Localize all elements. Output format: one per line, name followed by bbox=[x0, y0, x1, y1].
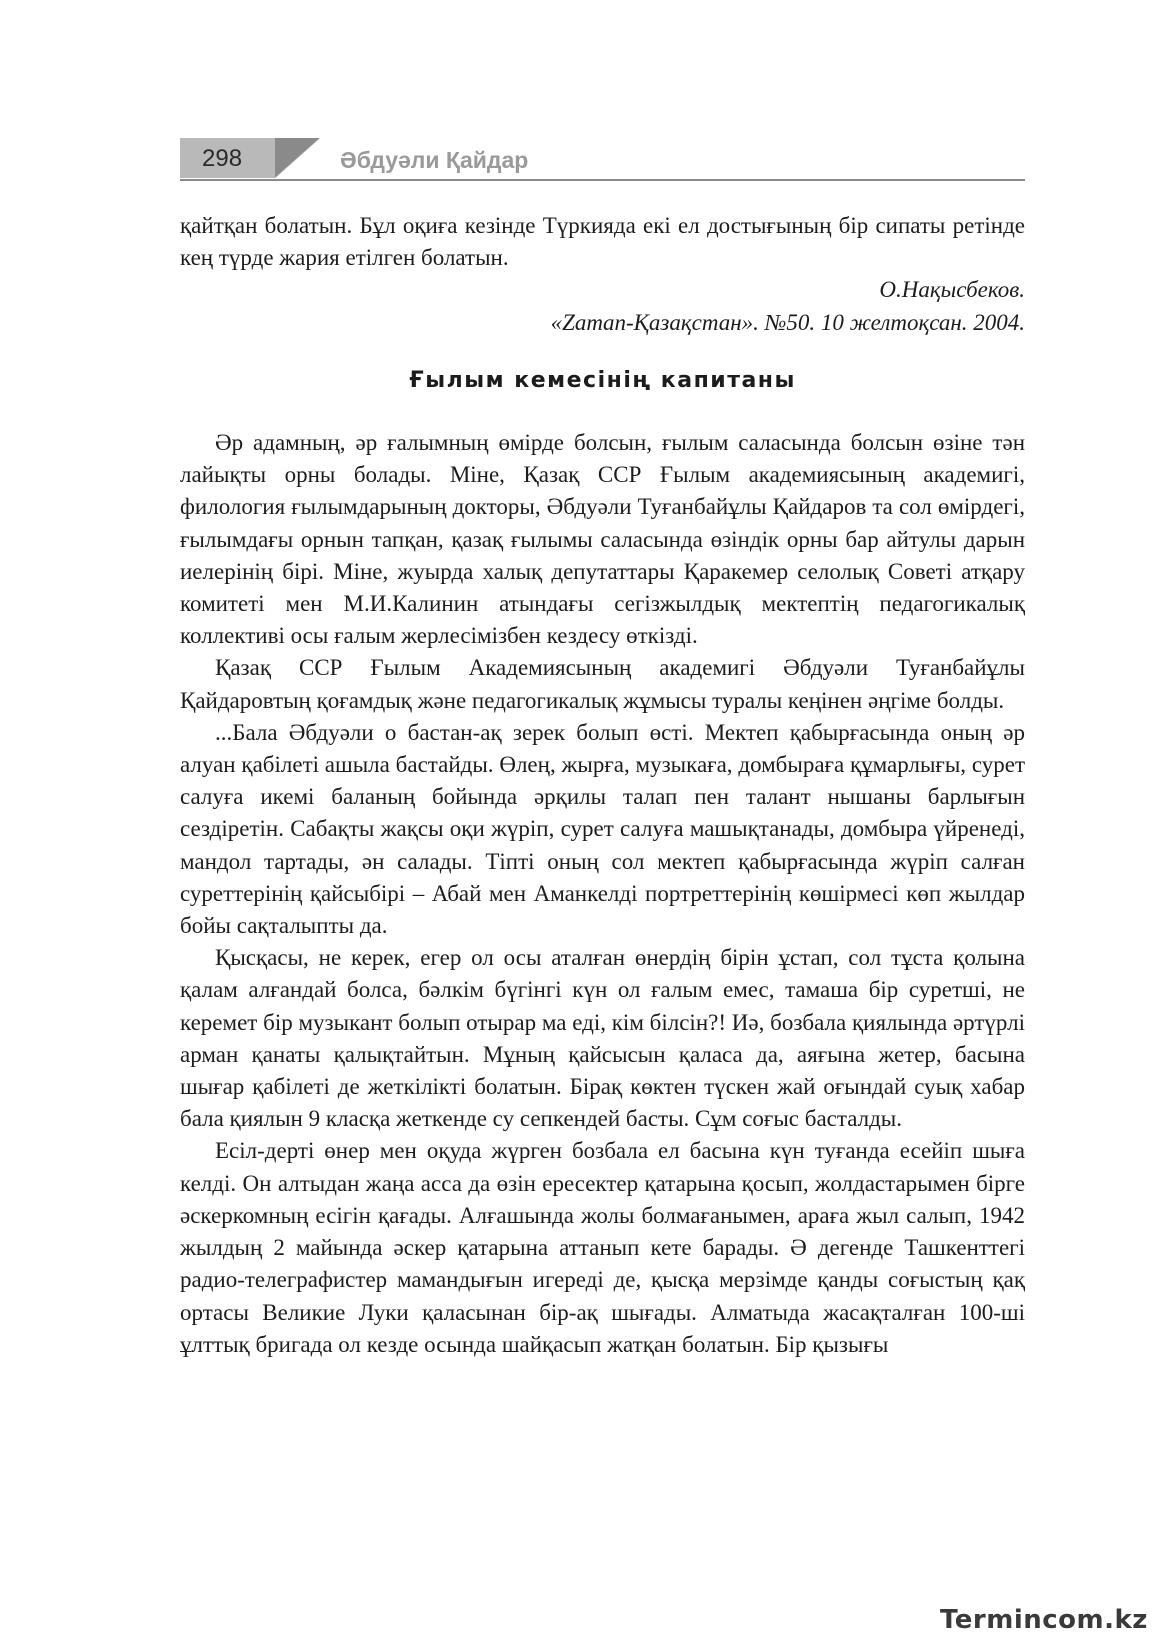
tab-arrow-icon bbox=[275, 138, 320, 178]
watermark-logo: Termincom.kz bbox=[940, 1605, 1148, 1635]
body-paragraph: Әр адамның, әр ғалымның өмірде болсын, ғылым саласында болсын өзіне тән лайықты орны болады. Міне, Қазақ ССР Ғылым академиясының академигі, филология ғылымдарының докторы, Әбдуәли Туғанбайұлы Қайдаров та сол өмірдегі, ғылымдағы орнын тапқан, қазақ ғылымы саласында өзіндік орны бар айтулы дарын иелерінің бірі. Міне, жуырда халық депутаттары Қаракемер селолық Советі атқару комитеті мен М.И.Калинин атындағы сегізжылдық мектептің педагогикалық коллективі осы ғалым жерлесімізбен кездесу өткізді. bbox=[180, 430, 1025, 649]
source-author: О.Нақысбеков. bbox=[879, 277, 1025, 303]
body-paragraph: Қысқасы, не керек, егер ол осы аталған өнердің бірін ұстап, сол тұста қолына қалам алғандай болса, бәлкім бүгінгі күн ол ғалым емес, тамаша бір суретші, не керемет бір музыкант болып отырар ма еді, кім білсін?! Иә, бозбала қиялында әртүрлі арман қанаты қалықтайтын. Мұның қайсысын қаласа да, аяғына жетер, басына шығар қабілеті де жеткілікті болатын. Бірақ көктен түскен жай оғындай суық хабар бала қиялын 9 класқа жеткенде су сепкендей басты. Сұм соғыс басталды. bbox=[180, 945, 1025, 1132]
body-paragraph: Есіл-дерті өнер мен оқуда жүрген бозбала ел басына күн туғанда есейіп шыға келді. Он алтыдан жаңа асса да өзін ересектер қатарына қосып, жолдастарымен бірге әскеркомның есігін қағады. Алғашында жолы болмағанымен, араға жыл салып, 1942 жылдың 2 майында әскер қатарына аттанып кете барады. Ә дегенде Ташкенттегі радио-телеграфистер мамандығын игереді де, қысқа мерзімде қанды соғыстың қақ ортасы Великие Луки қаласынан бір-ақ шығады. Алматыда жасақталған 100-ші ұлттық бригада ол кезде осында шайқасып жатқан болатын. Бір қызығы bbox=[180, 1138, 1025, 1357]
header-divider bbox=[180, 179, 1025, 181]
source-publication: «Zaman-Қазақстан». №50. 10 желтоқсан. 2004. bbox=[550, 309, 1025, 335]
body-paragraph: Қазақ ССР Ғылым Академиясының академигі Әбдуәли Туғанбайұлы Қайдаровтың қоғамдық және педагогикалық жұмысы туралы кеңінен әңгіме болды. bbox=[180, 655, 1025, 713]
body-paragraph: ...Бала Әбдуәли о бастан-ақ зерек болып өсті. Мектеп қабырғасында оның әр алуан қабілеті ашыла бастайды. Өлең, жырға, музыкаға, домбыраға құмарлығы, сурет салуға икемі баланың бойында әрқилы талап пен талант нышаны барлығын сездіретін. Сабақты жақсы оқи жүріп, сурет салуға машықтанады, домбыра үйренеді, мандол тартады, ән салады. Тіпті оның сол мектеп қабырғасында жүріп салған суреттерінің қайсыбірі – Абай мен Аманкелді портреттерінің көшірмесі көп жылдар бойы сақталыпты да. bbox=[180, 719, 1025, 939]
page-number-tab bbox=[180, 138, 275, 178]
page-body bbox=[180, 210, 1025, 1361]
running-title: Әбдуәли Қайдар bbox=[340, 147, 529, 173]
page-number: 298 bbox=[202, 145, 243, 172]
intro-paragraph: қайтқан болатын. Бұл оқиға кезінде Түркияда екі ел достығының бір сипаты ретінде кең түрде жария етілген болатын. bbox=[180, 213, 1025, 271]
page-header bbox=[180, 138, 1025, 188]
section-title: Ғылым кемесінің капитаны bbox=[409, 367, 796, 393]
